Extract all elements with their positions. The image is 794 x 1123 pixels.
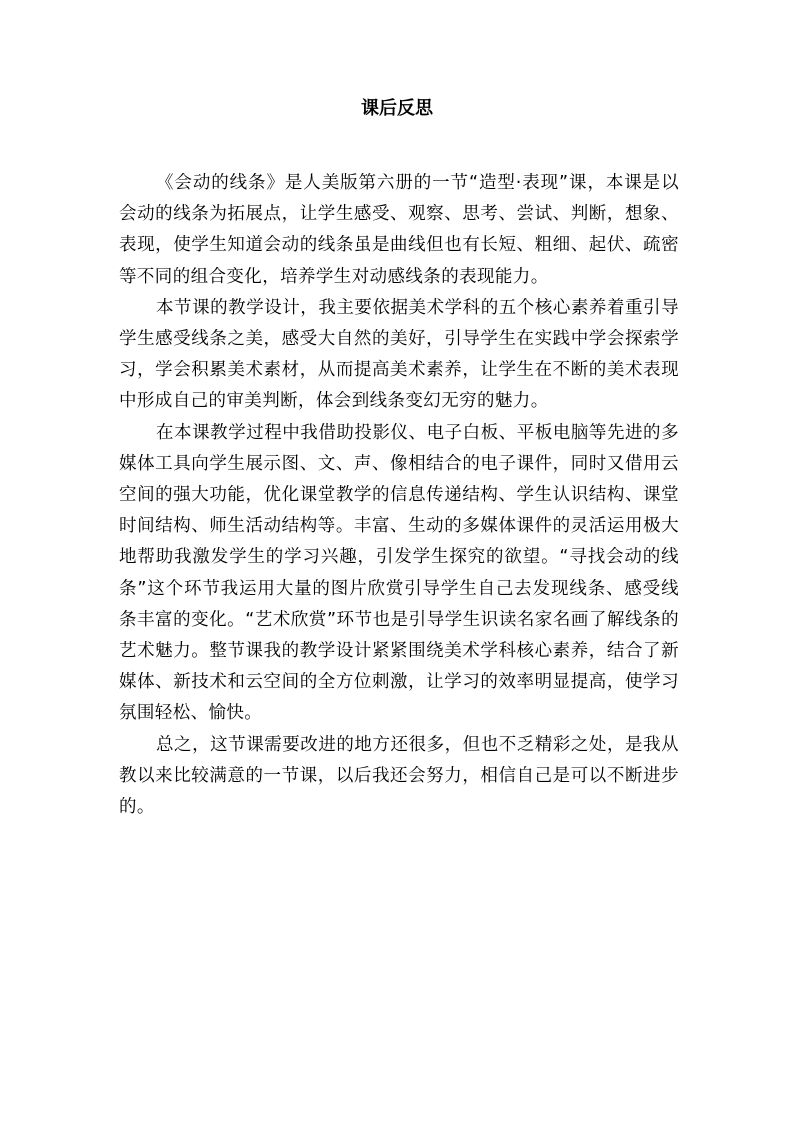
paragraph-conclusion: 总之，这节课需要改进的地方还很多，但也不乏精彩之处，是我从教以来比较满意的一节课，以后我还会努力，相信自己是可以不断进步的。 [119,734,679,818]
page-title: 课后反思 [361,98,433,119]
paragraph-design: 本节课的教学设计，我主要依据美术学科的五个核心素养着重引导学生感受线条之美，感受大自然的美好，引导学生在实践中学会探索学习，学会积累美术素材，从而提高美术素养，让学生在不断的美术表现中形成自己的审美判断，体会到线条变幻无穷的魅力。 [119,297,679,412]
document-body [119,168,679,823]
paragraph-intro: 《会动的线条》是人美版第六册的一节“造型·表现”课，本课是以会动的线条为拓展点，让学生感受、观察、思考、尝试、判断，想象、表现，使学生知道会动的线条虽是曲线但也有长短、粗细、起伏、疏密等不同的组合变化，培养学生对动感线条的表现能力。 [119,173,679,287]
paragraph-process: 在本课教学过程中我借助投影仪、电子白板、平板电脑等先进的多媒体工具向学生展示图、文、声、像相结合的电子课件，同时又借用云空间的强大功能，优化课堂教学的信息传递结构、学生认识结构、课堂时间结构、师生活动结构等。丰富、生动的多媒体课件的灵活运用极大地帮助我激发学生的学习兴趣，引发学生探究的欲望。“寻找会动的线条”这个环节我运用大量的图片欣赏引导学生自己去发现线条、感受线条丰富的变化。“艺术欣赏”环节也是引导学生识读名家名画了解线条的艺术魅力。整节课我的教学设计紧紧围绕美术学科核心素养，结合了新媒体、新技术和云空间的全方位刺激，让学习的效率明显提高，使学习氛围轻松、愉快。 [119,422,679,724]
